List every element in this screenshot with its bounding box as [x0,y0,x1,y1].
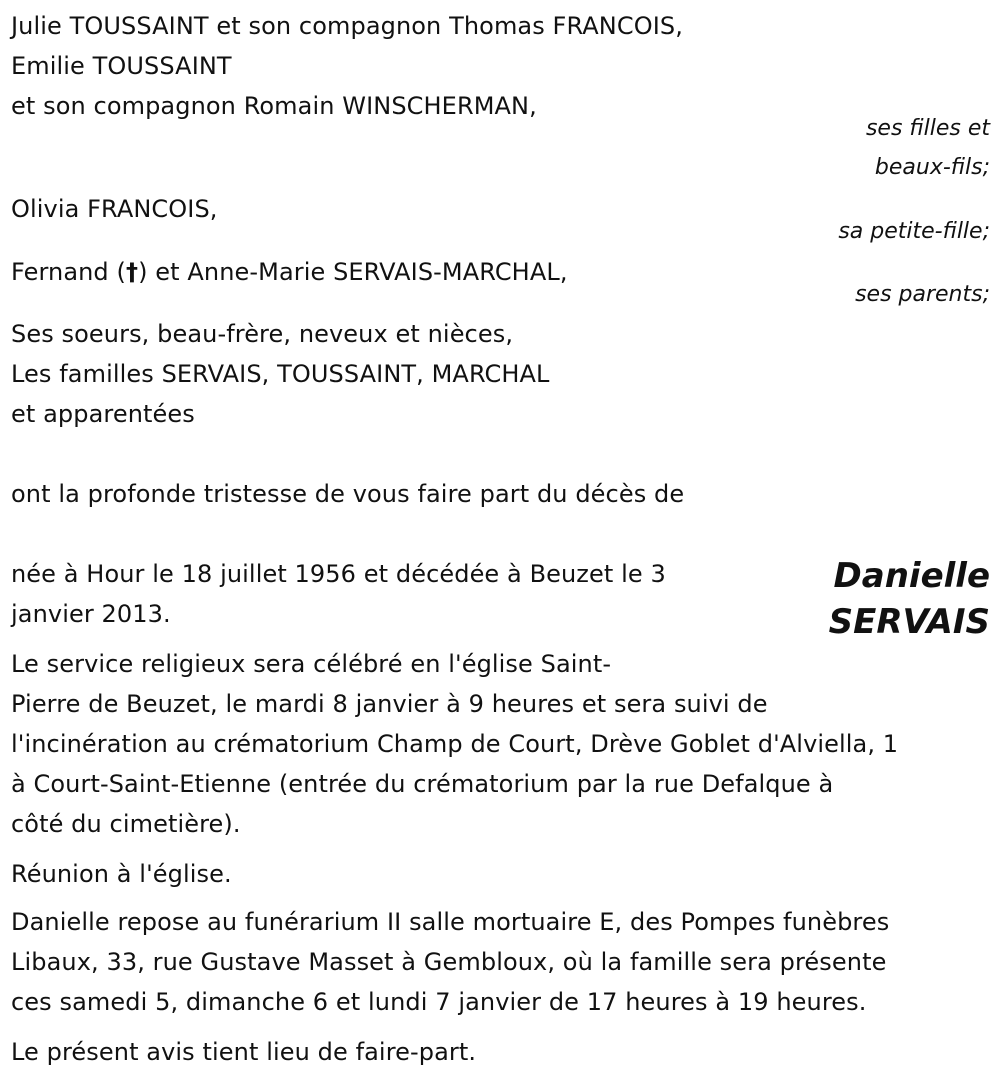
family-line-3: et son compagnon Romain WINSCHERMAN, [11,92,537,120]
family-line-2: Emilie TOUSSAINT [11,52,232,80]
others-line-1: Ses soeurs, beau-frère, neveux et nièces, [11,320,514,348]
birth-death-line-1: née à Hour le 18 juillet 1956 et décédée à Beuzet le 3 [11,560,666,588]
service-line-4: à Court-Saint-Etienne (entrée du crématorium par la rue Defalque à [11,770,834,798]
service-line-5: côté du cimetière). [11,810,241,838]
birth-death-line-2: janvier 2013. [11,600,171,628]
announcement-text: ont la profonde tristesse de vous faire part du décès de [11,480,685,508]
service-line-3: l'incinération au crématorium Champ de Court, Drève Goblet d'Alviella, 1 [11,730,899,758]
service-line-2: Pierre de Beuzet, le mardi 8 janvier à 9 heures et sera suivi de [11,690,768,718]
meeting-text: Réunion à l'église. [11,860,232,888]
parents-text-post: ) et Anne-Marie SERVAIS-MARCHAL, [138,258,568,286]
closing-text: Le présent avis tient lieu de faire-part. [11,1038,477,1066]
deceased-first-name: Danielle [833,556,990,596]
parents-line [11,252,568,292]
repose-line-1: Danielle repose au funérarium II salle mortuaire E, des Pompes funèbres [11,908,890,936]
granddaughter-name: Olivia FRANCOIS, [11,195,218,223]
parents-text-pre: Fernand ( [11,258,126,286]
family-line-1: Julie TOUSSAINT et son compagnon Thomas FRANCOIS, [11,12,683,40]
repose-line-3: ces samedi 5, dimanche 6 et lundi 7 janvier de 17 heures à 19 heures. [11,988,867,1016]
others-line-2: Les familles SERVAIS, TOUSSAINT, MARCHAL [11,360,550,388]
relation-daughters-line-1: ses filles et [865,116,990,141]
relation-parents: ses parents; [855,282,990,307]
deceased-last-name: SERVAIS [828,602,990,642]
service-line-1: Le service religieux sera célébré en l'église Saint- [11,650,612,678]
cross-icon: † [125,258,139,286]
others-line-3: et apparentées [11,400,195,428]
repose-line-2: Libaux, 33, rue Gustave Masset à Gembloux, où la famille sera présente [11,948,887,976]
relation-daughters-line-2: beaux-fils; [874,155,990,180]
relation-granddaughter: sa petite-fille; [838,219,990,244]
